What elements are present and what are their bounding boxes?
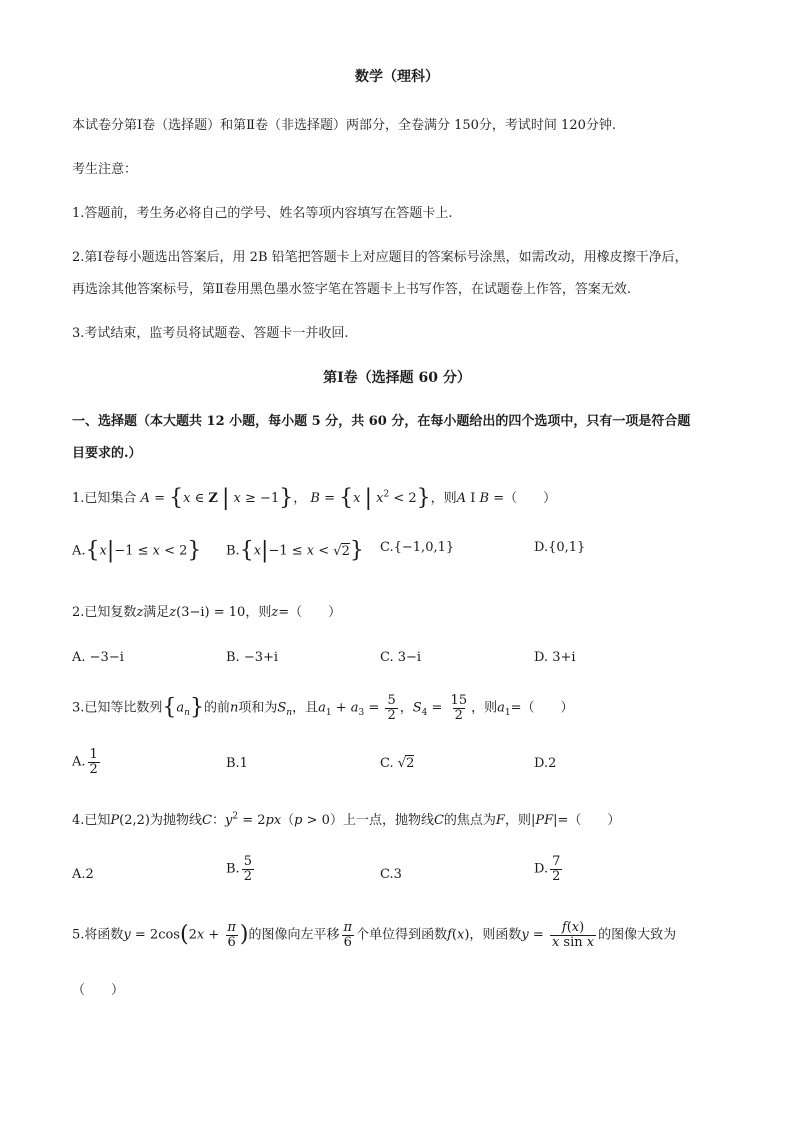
q1-options — [72, 540, 772, 570]
q1-option-c[interactable]: C.{−1,0,1} — [380, 540, 455, 555]
q3-options — [72, 748, 772, 784]
q3-option-d[interactable]: D.2 — [534, 756, 557, 771]
q1-expr: A I B — [456, 491, 490, 506]
q3-option-c[interactable]: C. √2 — [380, 756, 415, 771]
exam-intro: 本试卷分第Ⅰ卷（选择题）和第Ⅱ卷（非选择题）两部分，全卷满分 150分，考试时间 120分钟. — [72, 118, 616, 133]
q1-option-a[interactable]: A.{x|−1 ≤ x < 2} — [72, 538, 202, 563]
q4-option-d[interactable]: D. $\frac{7}{2}$ — [534, 854, 561, 884]
q5-answer-bracket: （ ） — [72, 983, 125, 998]
notice-heading: 考生注意： — [72, 162, 138, 177]
q4-options — [72, 855, 772, 895]
notice-3: 3.考试结束，监考员将试题卷、答题卡一并收回. — [72, 326, 349, 341]
q3-option-a[interactable]: A. $\frac{1}{2}$ — [72, 747, 98, 777]
q1-option-b[interactable]: B.{x|−1 ≤ x < √2} — [226, 538, 364, 563]
part1-title: 第Ⅰ卷（选择题 60 分） — [323, 370, 471, 386]
q2-options — [72, 650, 772, 674]
q2-option-b[interactable]: B. −3+i — [226, 650, 279, 665]
question-3: 3.已知等比数列$\{a_n\}$的前n项和为$S_n$，且$a_1 + a_3$ = $\frac{5}{2}$ ，$S_4$ = $\frac{15}{2}$ ，则$a_1=$（ ） — [72, 693, 574, 723]
q1-prefix: 1.已知集合 — [72, 491, 137, 506]
section1-heading: 一、选择题（本大题共 12 小题，每小题 5 分，共 60 分，在每小题给出的四个选项中，只有一项是符合题 — [72, 414, 691, 429]
notice-1: 1.答题前，考生务必将自己的学号、姓名等项内容填写在答题卡上. — [72, 206, 453, 221]
q2-option-c[interactable]: C. 3−i — [380, 650, 422, 665]
notice-2: 2.第Ⅰ卷每小题选出答案后，用 2B 铅笔把答题卡上对应题目的答案标号涂黑，如需改动，用橡皮擦干净后， — [72, 250, 688, 265]
q1-set-b: B = {x | $x^2 < 2$} — [310, 485, 431, 511]
q1-set-a: A = {x ∈ Z | x ≥ −1} — [140, 485, 294, 511]
question-4: 4.已知P(2,2)为抛物线C：$y^2 = 2px(p > 0)$上一点，抛物线C的焦点为F，则|PF|=（ ） — [72, 811, 621, 828]
question-5: 5.将函数y = 2cos(2x + $\frac{\pi}{6}$ )的图像向左平移 $\frac{\pi}{6}$ 个单位得到函数f(x)，则函数y = $\frac{f(x)}{\text{x sin x}}$ 的图像大致为 — [72, 920, 677, 950]
q3-option-b[interactable]: B.1 — [226, 756, 248, 771]
q2-option-a[interactable]: A. −3−i — [72, 650, 124, 665]
page-title: 数学（理科） — [355, 69, 439, 85]
q1-option-d[interactable]: D.{0,1} — [534, 540, 586, 555]
section1-heading-cont: 目要求的.） — [72, 446, 142, 461]
notice-2-cont: 再选涂其他答案标号，第Ⅱ卷用黑色墨水签字笔在答题卡上书写作答，在试题卷上作答，答案无效. — [72, 282, 631, 297]
question-1: 1.已知集合 A = {x ∈ Z | x ≥ −1}， B = {x | $x^2 < 2$}，则A I B =（ ） — [72, 485, 557, 511]
q4-option-c[interactable]: C.3 — [380, 867, 402, 882]
q4-option-a[interactable]: A.2 — [72, 867, 94, 882]
q2-option-d[interactable]: D. 3+i — [534, 650, 576, 665]
q4-option-b[interactable]: B. $\frac{5}{2}$ — [226, 854, 252, 884]
question-2: 2.已知复数z满足z(3−i) = 10，则z=（ ） — [72, 605, 342, 620]
